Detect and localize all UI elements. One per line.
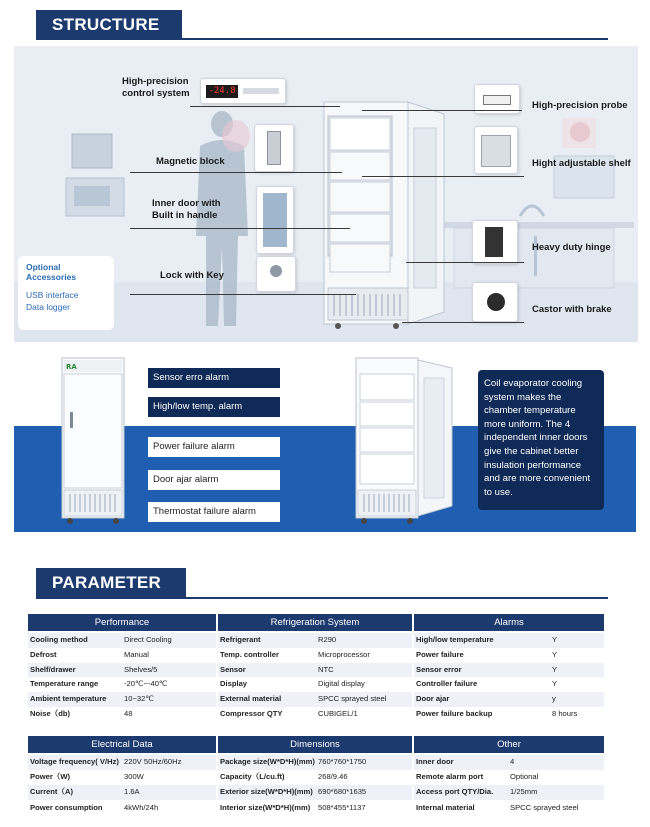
- table-row: [414, 785, 604, 800]
- param-name: Noise（db): [30, 709, 71, 718]
- table-row: [218, 801, 412, 816]
- table-row: [414, 677, 604, 692]
- table-row: [218, 677, 412, 692]
- hinge-thumb: [472, 220, 518, 264]
- alarm-power-failure: Power failure alarm: [148, 437, 280, 457]
- inner-door-leader: [130, 228, 350, 229]
- param-value: Shelves/5: [124, 664, 158, 674]
- control-panel-thumb: [200, 78, 286, 104]
- freezer-open-illustration: [316, 98, 456, 330]
- temperature-display: -24.8: [206, 85, 238, 98]
- param-value: 8 hours: [552, 709, 578, 718]
- param-value: -20℃~-40℃: [124, 679, 168, 689]
- param-name: Internal material: [416, 802, 475, 812]
- param-name: Ambient temperature: [30, 694, 107, 704]
- structure-title-underline: [36, 38, 608, 40]
- hinge-leader: [406, 262, 524, 263]
- label-hinge: Heavy duty hinge: [532, 242, 611, 253]
- param-name: Exterior size(W*D*H)(mm): [220, 787, 313, 797]
- lock-thumb: [256, 256, 296, 292]
- param-name: Interior size(W*D*H)(mm): [220, 802, 311, 812]
- param-value: y: [552, 694, 556, 704]
- table-header-refrigeration: Refrigeration System: [218, 614, 412, 631]
- param-value: Microprocessor: [318, 649, 370, 659]
- param-value: NTC: [318, 664, 334, 674]
- param-value: Y: [552, 649, 558, 659]
- param-name: Sensor: [220, 664, 246, 674]
- param-name: Current（A): [30, 787, 74, 797]
- optional-item: Data logger: [26, 302, 70, 312]
- param-name: Compressor QTY: [220, 709, 283, 718]
- param-name: Refrigerant: [220, 635, 261, 644]
- coil-evaporator-description: Coil evaporator cooling system makes the chamber temperature more uniform. The 4 independent inner doors give the cabinet better insulation performance and are more convenient to use.: [478, 370, 604, 510]
- param-name: Capacity（L/cu.ft): [220, 772, 285, 782]
- param-value: 300W: [124, 772, 144, 782]
- table-header-dimensions: Dimensions: [218, 736, 412, 753]
- label-control-system: High-precision control system: [122, 76, 190, 99]
- param-name: Door ajar: [416, 694, 450, 704]
- table-row: [414, 648, 604, 663]
- param-name: Access port QTY/Dia.: [416, 787, 494, 797]
- alarm-high-low-temp: High/low temp. alarm: [148, 397, 280, 417]
- table-row: [218, 633, 412, 648]
- param-value: 268/9.46: [318, 772, 348, 782]
- table-header-performance: Performance: [28, 614, 216, 631]
- parameter-title-underline: [36, 597, 608, 599]
- lock-leader: [130, 294, 356, 295]
- alarm-door-ajar: Door ajar alarm: [148, 470, 280, 490]
- param-name: High/low temperature: [416, 635, 494, 644]
- magnetic-block-thumb: [254, 124, 294, 172]
- param-name: Display: [220, 679, 248, 689]
- param-name: Power（W): [30, 772, 71, 782]
- castor-leader: [402, 322, 524, 323]
- label-probe: High-precision probe: [532, 100, 628, 111]
- param-name: Power consumption: [30, 802, 103, 812]
- table-row: [218, 648, 412, 663]
- table-row: [218, 663, 412, 678]
- param-value: 220V 50Hz/60Hz: [124, 757, 182, 766]
- alarm-thermostat-failure: Thermostat failure alarm: [148, 502, 280, 522]
- param-value: R290: [318, 635, 337, 644]
- param-value: Optional: [510, 772, 539, 782]
- control-leader: [190, 106, 340, 107]
- table-row: [218, 707, 412, 722]
- optional-accessories-box: [18, 256, 114, 330]
- table-row: [414, 801, 604, 816]
- param-value: Y: [552, 664, 558, 674]
- param-name: External material: [220, 694, 282, 704]
- param-value: 760*760*1750: [318, 757, 367, 766]
- param-value: SPCC sprayed steel: [510, 802, 579, 812]
- label-magnetic-block: Magnetic block: [156, 156, 225, 167]
- table-row: [414, 633, 604, 648]
- optional-item: USB interface: [26, 290, 79, 300]
- param-name: Temp. controller: [220, 649, 279, 659]
- table-row: [218, 755, 412, 770]
- label-castor: Castor with brake: [532, 304, 612, 315]
- table-row: [414, 663, 604, 678]
- optional-accessories-title: Optional Accessories: [26, 262, 77, 282]
- param-name: Shelf/drawer: [30, 664, 76, 674]
- param-value: 1/25mm: [510, 787, 538, 797]
- table-row: [28, 770, 216, 785]
- table-row: [218, 785, 412, 800]
- param-name: Power failure: [416, 649, 464, 659]
- table-row: [28, 677, 216, 692]
- label-lock: Lock with Key: [160, 270, 224, 281]
- param-name: Cooling method: [30, 635, 88, 644]
- param-value: Manual: [124, 649, 149, 659]
- param-value: Y: [552, 679, 558, 689]
- shelf-thumb: [474, 126, 518, 174]
- param-value: Direct Cooling: [124, 635, 172, 644]
- table-header-alarms: Alarms: [414, 614, 604, 631]
- param-name: Inner door: [416, 757, 454, 766]
- structure-title: STRUCTURE: [36, 10, 182, 40]
- param-value: SPCC sprayed steel: [318, 694, 387, 704]
- param-value: 690*680*1635: [318, 787, 367, 797]
- table-row: [28, 633, 216, 648]
- param-value: 508*455*1137: [318, 802, 366, 812]
- param-name: Sensor error: [416, 664, 462, 674]
- param-name: Remote alarm port: [416, 772, 484, 782]
- param-value: Digital display: [318, 679, 365, 689]
- table-row: [28, 785, 216, 800]
- table-row: [218, 770, 412, 785]
- param-value: 4: [510, 757, 515, 766]
- param-name: Voltage frequency( V/Hz): [30, 757, 119, 766]
- shelf-leader: [362, 176, 524, 177]
- param-value: 1.6A: [124, 787, 140, 797]
- brand-logo: RA: [66, 363, 77, 371]
- param-name: Power failure backup: [416, 709, 493, 718]
- table-row: [414, 692, 604, 707]
- structure-panel: [14, 46, 638, 342]
- table-row: [218, 692, 412, 707]
- param-name: Defrost: [30, 649, 57, 659]
- parameter-title: PARAMETER: [36, 568, 186, 598]
- param-value: 4kWh/24h: [124, 802, 159, 812]
- freezer-open-small-illustration: [352, 356, 464, 526]
- castor-thumb: [472, 282, 518, 322]
- label-shelf: Hight adjustable shelf: [532, 158, 631, 169]
- table-row: [28, 801, 216, 816]
- freezer-closed-illustration: [58, 356, 130, 526]
- param-value: CUBIGEL/1: [318, 709, 358, 718]
- probe-leader: [362, 110, 522, 111]
- table-row: [414, 770, 604, 785]
- param-value: 10~32℃: [124, 694, 154, 704]
- magnetic-leader: [130, 172, 342, 173]
- param-name: Temperature range: [30, 679, 99, 689]
- table-row: [28, 663, 216, 678]
- table-row: [28, 648, 216, 663]
- table-row: [414, 755, 604, 770]
- label-inner-door: Inner door with Built in handle: [152, 198, 221, 221]
- table-row: [28, 755, 216, 770]
- table-row: [28, 707, 216, 722]
- param-value: Y: [552, 635, 558, 644]
- table-header-electrical: Electrical Data: [28, 736, 216, 753]
- table-row: [414, 707, 604, 722]
- table-row: [28, 692, 216, 707]
- control-buttons: [243, 88, 279, 94]
- param-name: Controller failure: [416, 679, 478, 689]
- param-name: Package size(W*D*H)(mm): [220, 757, 315, 766]
- alarm-sensor-error: Sensor erro alarm: [148, 368, 280, 388]
- table-header-other: Other: [414, 736, 604, 753]
- inner-door-thumb: [256, 186, 294, 254]
- param-value: 48: [124, 709, 133, 718]
